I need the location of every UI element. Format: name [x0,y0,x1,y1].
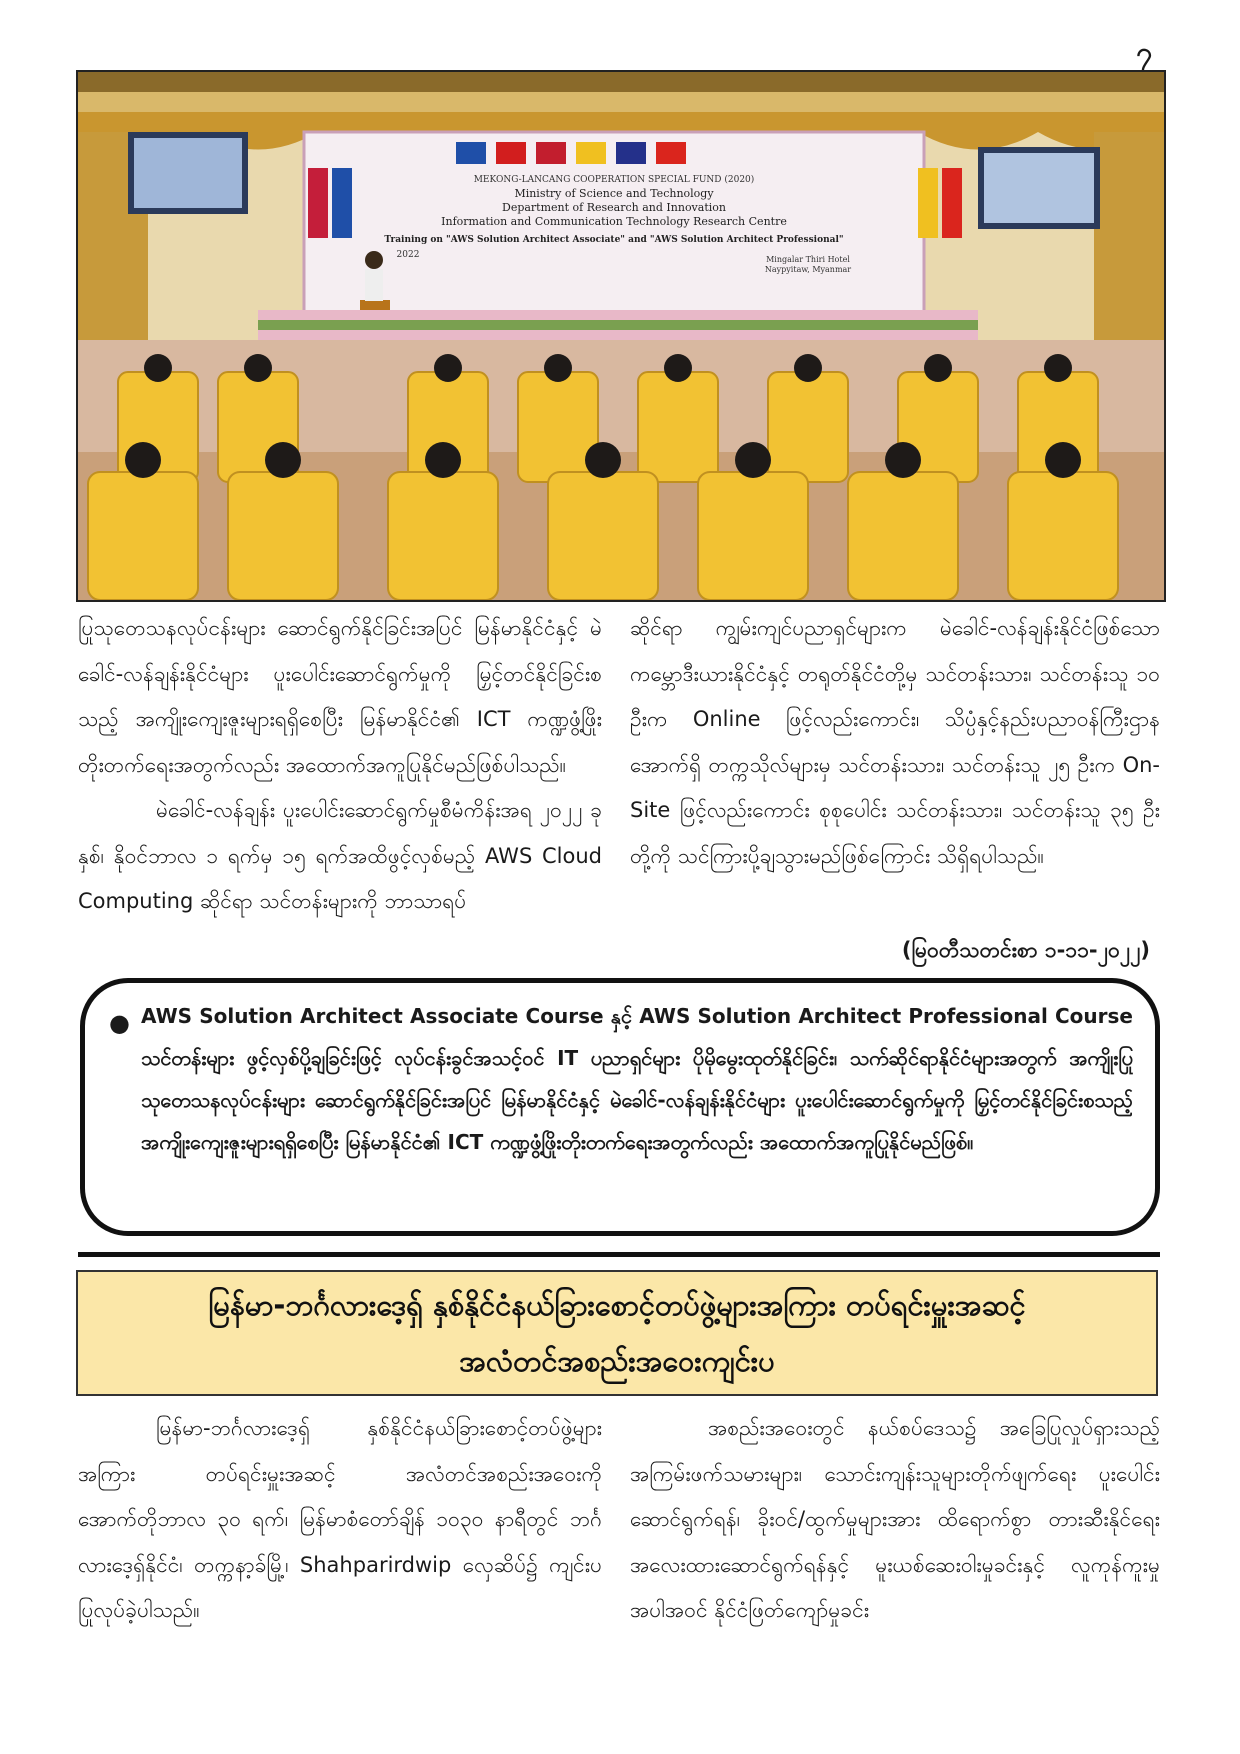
headline-line2: အလံတင်အစည်းအဝေးကျင်းပ [459,1344,775,1378]
article2-headline [76,1270,1158,1396]
banner-line5: Training on "AWS Solution Architect Associate" and "AWS Solution Architect Professional" [384,235,844,245]
article1-left-para1: ပြုသုတေသနလုပ်ငန်းများ ဆောင်ရွက်နိုင်ခြင်းအပြင် မြန်မာနိုင်ငံနှင့် မဲခေါင်-လန်ချန်းနိုင်ငံများ ပူးပေါင်းဆောင်ရွက်မှုကို မြှင့်တင်နိုင်ခြင်းစသည့် အကျိုးကျေးဇူးများရရှိစေပြီး မြန်မာနိုင်ငံ၏ ICT ကဏ္ဍဖွံ့ဖြိုးတိုးတက်ရေးအတွက်လည်း အထောက်အကူပြုနိုင်မည်ဖြစ်ပါသည်။ [78,616,602,777]
article1-left-column [78,606,602,925]
article1-right-column [630,606,1160,879]
banner-line3: Department of Research and Innovation [502,201,726,214]
article2-left-column [78,1406,602,1634]
banner-venue1: Mingalar Thiri Hotel [766,255,850,264]
banner-line2: Ministry of Science and Technology [514,187,714,200]
section-divider [78,1252,1160,1257]
banner-venue2: Naypyitaw, Myanmar [764,265,852,274]
conference-photo [76,70,1166,602]
article1-left-para2: မဲခေါင်-လန်ချန်း ပူးပေါင်းဆောင်ရွက်မှုစီမံကိန်းအရ ၂၀၂၂ ခုနှစ်၊ နိုဝင်ဘာလ ၁ ရက်မှ ၁၅ ရက်အထိဖွင့်လှစ်မည့် AWS Cloud Computing ဆိုင်ရာ သင်တန်းများကို ဘာသာရပ် [78,798,602,913]
summary-callout [80,978,1160,1236]
conference-hall-photo-icon [78,72,1164,600]
article2-left-para: မြန်မာ-ဘင်္ဂလားဒေ့ရှ် နှစ်နိုင်ငံနယ်ခြားစောင့်တပ်ဖွဲ့များအကြား တပ်ရင်းမှူးအဆင့် အလံတင်အစည်းအဝေးကို အောက်တိုဘာလ ၃၀ ရက်၊ မြန်မာစံတော်ချိန် ၁၀၃၀ နာရီတွင် ဘင်္ဂလားဒေ့ရှ်နိုင်ငံ၊ တက္ကနာ့ခ်မြို့၊ Shahparirdwip လှေဆိပ်၌ ကျင်းပပြုလုပ်ခဲ့ပါသည်။ [78,1416,602,1622]
banner-line6: 2022 [396,250,420,260]
bullet-icon: ● [109,1009,130,1037]
banner-line1: MEKONG-LANCANG COOPERATION SPECIAL FUND (2020) [473,175,755,185]
headline-line1: မြန်မာ-ဘင်္ဂလားဒေ့ရှ် နှစ်နိုင်ငံနယ်ခြားစောင့်တပ်ဖွဲ့များအကြား တပ်ရင်းမှူးအဆင့် [208,1288,1026,1322]
banner-line4: Information and Communication Technology Research Centre [441,215,787,228]
callout-text: AWS Solution Architect Associate Course နှင့် AWS Solution Architect Professional Course သင်တန်းများ ဖွင့်လှစ်ပို့ချခြင်းဖြင့် လုပ်ငန်းခွင်အသင့်ဝင် IT ပညာရှင်များ ပိုမိုမွေးထုတ်နိုင်ခြင်း၊ သက်ဆိုင်ရာနိုင်ငံများအတွက် အကျိုးပြုသုတေသနလုပ်ငန်းများ ဆောင်ရွက်နိုင်ခြင်းအပြင် မြန်မာနိုင်ငံနှင့် မဲခေါင်-လန်ချန်းနိုင်ငံများ ပူးပေါင်းဆောင်ရွက်မှုကို မြှင့်တင်နိုင်ခြင်းစသည့် အကျိုးကျေးဇူးများရရှိစေပြီး မြန်မာနိုင်ငံ၏ ICT ကဏ္ဍဖွံ့ဖြိုးတိုးတက်ရေးအတွက်လည်း အထောက်အကူပြုနိုင်မည်ဖြစ်။ [141,1004,1133,1154]
page-number: ၇ [1136,36,1152,69]
article2-right-para: အစည်းအဝေးတွင် နယ်စပ်ဒေသ၌ အခြေပြုလှုပ်ရှားသည့် အကြမ်းဖက်သမားများ၊ သောင်းကျန်းသူများတိုက်ဖျက်ရေး ပူးပေါင်းဆောင်ရွက်ရန်၊ ခိုးဝင်/ထွက်မှုများအား ထိရောက်စွာ တားဆီးနိုင်ရေး အလေးထားဆောင်ရွက်ရန်နှင့် မူးယစ်ဆေးဝါးမှုခင်းနှင့် လူကုန်ကူးမှုအပါအဝင် နိုင်ငံဖြတ်ကျော်မှုခင်း [630,1416,1160,1622]
article-source: (မြဝတီသတင်းစာ ၁-၁၁-၂၀၂၂) [901,938,1150,962]
article2-right-column [630,1406,1160,1634]
article1-right-para: ဆိုင်ရာ ကျွမ်းကျင်ပညာရှင်များက မဲခေါင်-လန်ချန်းနိုင်ငံဖြစ်သော ကမ္ဘောဒီးယားနိုင်ငံနှင့် တရုတ်နိုင်ငံတို့မှ သင်တန်းသား၊ သင်တန်းသူ ၁၀ ဦးက Online ဖြင့်လည်းကောင်း၊ သိပ္ပံနှင့်နည်းပညာဝန်ကြီးဌာနအောက်ရှိ တက္ကသိုလ်များမှ သင်တန်းသား၊ သင်တန်းသူ ၂၅ ဦးက On-Site ဖြင့်လည်းကောင်း စုစုပေါင်း သင်တန်းသား၊ သင်တန်းသူ ၃၅ ဦးတို့ကို သင်ကြားပို့ချသွားမည်ဖြစ်ကြောင်း သိရှိရပါသည်။ [630,616,1160,868]
